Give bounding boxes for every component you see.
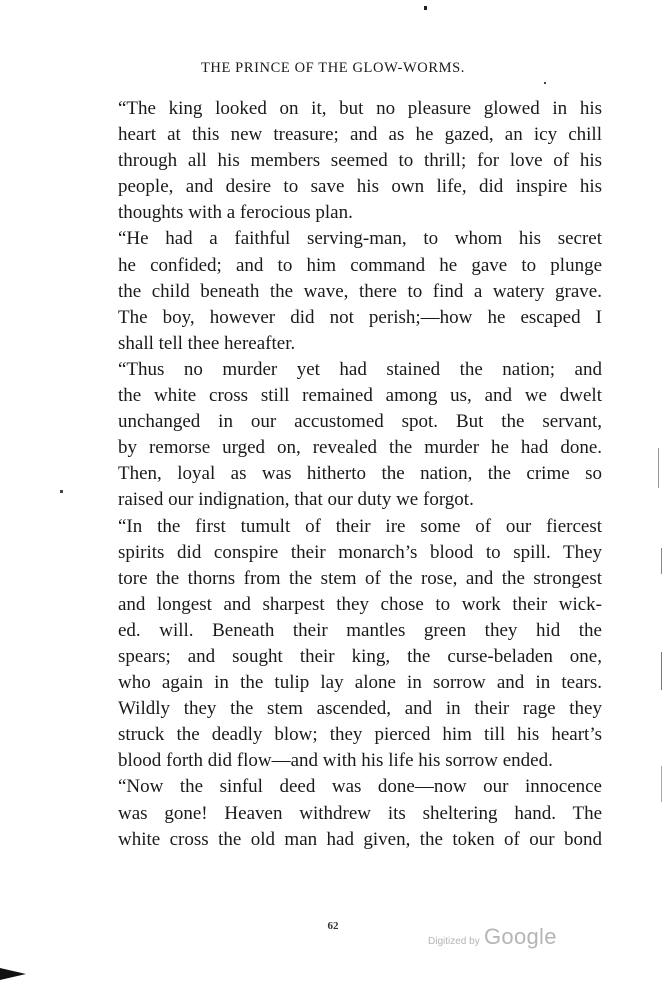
text-line: spirits did conspire their monarch’s blood to spill. They	[118, 541, 602, 563]
margin-speck	[544, 82, 546, 84]
text-line: tore the thorns from the stem of the rose, and the strongest	[118, 567, 602, 589]
text-line: ed. will. Beneath their mantles green they hid the	[118, 619, 602, 641]
text-line: “The king looked on it, but no pleasure glowed in his	[118, 98, 602, 119]
margin-tick-mark	[661, 548, 662, 574]
digitized-watermark	[428, 924, 578, 954]
text-line: heart at this new treasure; and as he gazed, an icy chill	[118, 124, 602, 146]
margin-tick-mark	[661, 652, 662, 690]
body-text	[118, 96, 602, 853]
margin-speck	[60, 490, 63, 493]
margin-speck	[424, 6, 427, 10]
text-line: who again in the tulip lay alone in sorrow and in tears.	[118, 672, 602, 694]
text-line: “Now the sinful deed was done—now our innocence	[118, 776, 602, 798]
text-line: Then, loyal as was hitherto the nation, the crime so	[118, 463, 602, 485]
text-line: struck the deadly blow; they pierced him till his heart’s	[118, 724, 602, 746]
text-line: the white cross still remained among us, and we dwelt	[118, 385, 602, 407]
page-edge-arrow-icon	[0, 968, 26, 980]
page-number: 62	[327, 920, 339, 932]
text-line: white cross the old man had given, the token of our bond	[118, 828, 602, 850]
text-line: the child beneath the wave, there to find a watery grave.	[118, 280, 602, 302]
text-line: thoughts with a ferocious plan.	[118, 202, 353, 224]
text-line: raised our indignation, that our duty we forgot.	[118, 489, 474, 511]
margin-tick-mark	[661, 766, 662, 802]
text-line: through all his members seemed to thrill; for love of his	[118, 150, 602, 172]
text-line: The boy, however did not perish;—how he escaped I	[118, 306, 602, 328]
paragraph	[118, 774, 602, 852]
text-line: people, and desire to save his own life, did inspire his	[118, 176, 602, 198]
text-line: Wildly they the stem ascended, and in their rage they	[118, 698, 602, 720]
text-line: “In the first tumult of their ire some of our fiercest	[118, 515, 602, 537]
text-line: shall tell thee hereafter.	[118, 332, 296, 354]
margin-tick-mark	[658, 448, 659, 488]
text-line: by remorse urged on, revealed the murder he had done.	[118, 437, 602, 459]
text-line: he confided; and to him command he gave to plunge	[118, 254, 602, 276]
paragraph	[118, 226, 602, 356]
paragraph	[118, 96, 602, 226]
text-line: “Thus no murder yet had stained the nation; and	[118, 358, 602, 380]
running-head: THE PRINCE OF THE GLOW-WORMS.	[200, 60, 466, 76]
paragraph	[118, 357, 602, 514]
watermark-brand: Google	[484, 924, 557, 949]
text-line: and longest and sharpest they chose to work their wick-	[118, 593, 602, 615]
paragraph	[118, 514, 602, 775]
watermark-prefix: Digitized by	[428, 936, 480, 947]
text-line: “He had a faithful serving-man, to whom his secret	[118, 228, 602, 250]
text-line: unchanged in our accustomed spot. But the servant,	[118, 411, 602, 433]
text-line: spears; and sought their king, the curse-beladen one,	[118, 645, 602, 667]
text-line: was gone! Heaven withdrew its sheltering hand. The	[118, 802, 602, 824]
text-line: blood forth did flow—and with his life his sorrow ended.	[118, 750, 553, 772]
